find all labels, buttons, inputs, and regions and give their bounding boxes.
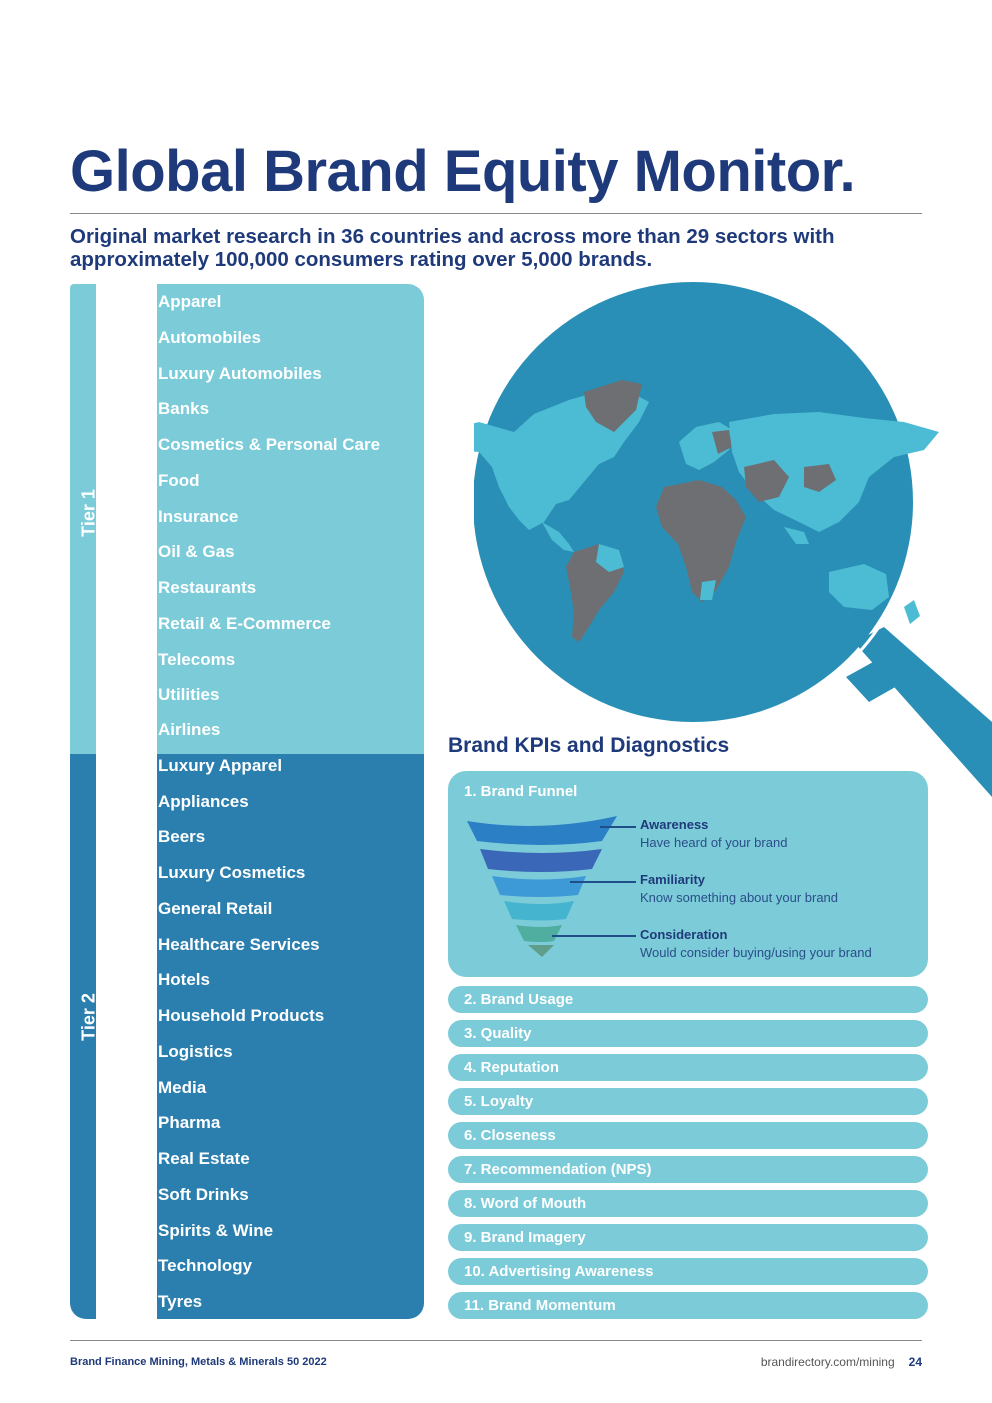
footer-divider bbox=[70, 1340, 922, 1341]
funnel-connector bbox=[552, 935, 636, 937]
sector-item: Retail & E-Commerce bbox=[158, 613, 331, 633]
sector-item: Luxury Apparel bbox=[158, 755, 283, 775]
sector-item: Telecoms bbox=[158, 649, 236, 669]
sector-item: Healthcare Services bbox=[158, 934, 320, 954]
kpi-item: 9. Brand Imagery bbox=[448, 1224, 928, 1251]
kpi-item: 2. Brand Usage bbox=[448, 986, 928, 1013]
funnel-connector bbox=[570, 881, 636, 883]
sector-item: Luxury Automobiles bbox=[158, 363, 322, 383]
funnel-connector bbox=[600, 826, 636, 828]
sector-item: Utilities bbox=[158, 685, 220, 705]
funnel-stage-familiarity bbox=[640, 871, 838, 907]
kpi-item: 3. Quality bbox=[448, 1020, 928, 1047]
sector-item: Spirits & Wine bbox=[158, 1220, 274, 1240]
kpi-item: 7. Recommendation (NPS) bbox=[448, 1156, 928, 1183]
funnel-stage-desc: Have heard of your brand bbox=[640, 835, 788, 850]
title-divider bbox=[70, 213, 922, 214]
sector-item: Oil & Gas bbox=[158, 542, 235, 562]
sector-item: Automobiles bbox=[158, 327, 261, 347]
funnel-stage-desc: Would consider buying/using your brand bbox=[640, 945, 872, 960]
sector-item: Media bbox=[158, 1077, 207, 1097]
footer-publication: Brand Finance Mining, Metals & Minerals 50 2022 bbox=[70, 1356, 327, 1368]
kpi-heading: Brand KPIs and Diagnostics bbox=[448, 734, 730, 757]
footer-right bbox=[761, 1355, 922, 1369]
funnel-stage-name: Awareness bbox=[640, 817, 709, 832]
funnel-stage-name: Familiarity bbox=[640, 872, 706, 887]
tier-2-label: Tier 2 bbox=[78, 993, 99, 1041]
kpi-item: 8. Word of Mouth bbox=[448, 1190, 928, 1217]
page-title: Global Brand Equity Monitor. bbox=[70, 139, 856, 204]
funnel-stage-name: Consideration bbox=[640, 927, 728, 942]
footer-url[interactable]: brandirectory.com/mining bbox=[760, 1355, 895, 1369]
sector-item: Cosmetics & Personal Care bbox=[158, 435, 381, 454]
sector-item: Food bbox=[158, 470, 200, 490]
sector-item: Restaurants bbox=[158, 578, 257, 597]
sector-item: Soft Drinks bbox=[158, 1184, 249, 1204]
sector-item: Luxury Cosmetics bbox=[158, 863, 306, 882]
sector-item: Banks bbox=[158, 399, 210, 419]
sector-item: Appliances bbox=[158, 791, 249, 811]
brand-funnel-title: 1. Brand Funnel bbox=[464, 783, 578, 800]
funnel-stage-consideration bbox=[640, 926, 872, 962]
sector-item: Beers bbox=[158, 827, 206, 847]
funnel-stage-desc: Know something about your brand bbox=[640, 890, 839, 905]
tier-2-strip bbox=[96, 713, 157, 1319]
tier-2-sector-list bbox=[158, 712, 324, 1320]
kpi-item: 5. Loyalty bbox=[448, 1088, 928, 1115]
sector-item: General Retail bbox=[158, 898, 273, 918]
sector-item: Real Estate bbox=[158, 1149, 250, 1168]
sector-item: Hotels bbox=[158, 970, 210, 990]
sector-item: Technology bbox=[158, 1256, 253, 1276]
kpi-item: 6. Closeness bbox=[448, 1122, 928, 1149]
sector-item: Pharma bbox=[158, 1113, 221, 1133]
sector-item: Logistics bbox=[158, 1041, 233, 1061]
kpi-item: 10. Advertising Awareness bbox=[448, 1258, 928, 1285]
funnel-stage-awareness bbox=[640, 816, 787, 852]
tier-1-strip bbox=[96, 284, 157, 713]
tier-1-sector-list bbox=[158, 284, 380, 713]
sector-item: Apparel bbox=[158, 292, 222, 311]
sector-item: Household Products bbox=[158, 1006, 325, 1025]
sector-item: Tyres bbox=[158, 1292, 203, 1311]
kpi-item: 11. Brand Momentum bbox=[448, 1292, 928, 1319]
sector-item: Airlines bbox=[158, 720, 221, 739]
kpi-item: 4. Reputation bbox=[448, 1054, 928, 1081]
tier-1-label: Tier 1 bbox=[78, 489, 99, 537]
page-number: 24 bbox=[908, 1355, 922, 1369]
sector-item: Insurance bbox=[158, 506, 239, 526]
brand-funnel-card bbox=[448, 771, 928, 977]
page-subtitle: Original market research in 36 countries and across more than 29 sectors with approximately 100,000 consumers rating over 5,000 brands. bbox=[70, 225, 835, 271]
funnel-icon bbox=[462, 811, 622, 961]
